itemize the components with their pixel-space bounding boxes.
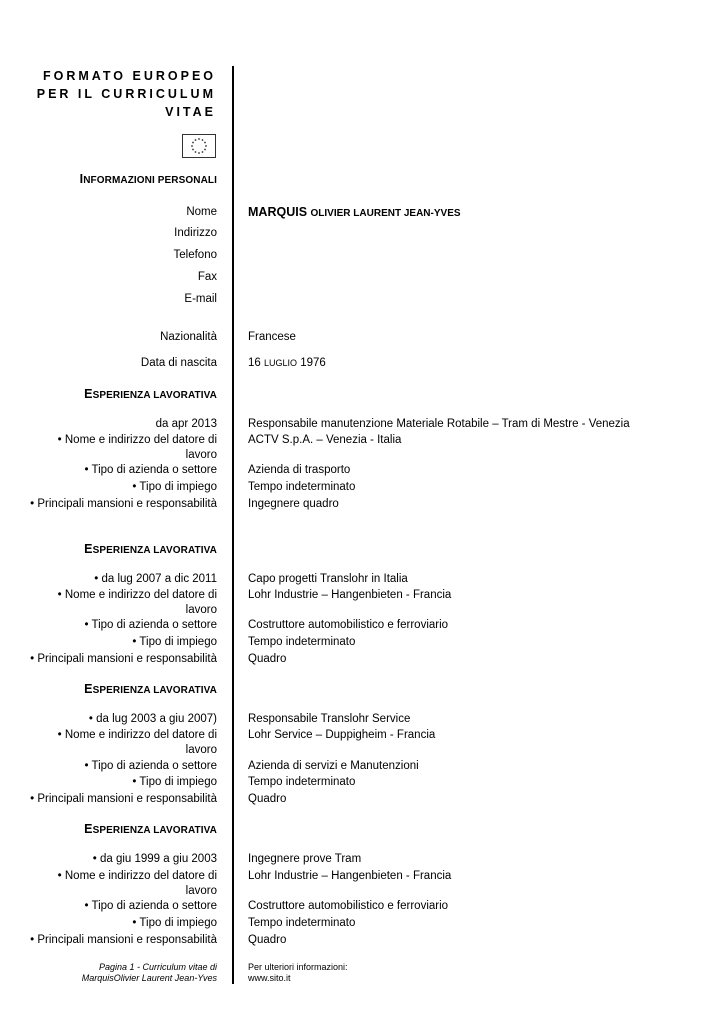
birth-date-label: Data di nascita	[140, 357, 217, 369]
duties-label: • Principali mansioni e responsabilità	[30, 653, 217, 665]
period-label: • da lug 2003 a giu 2007)	[88, 713, 217, 725]
birth-date-value: 16 LUGLIO 1976	[248, 357, 326, 369]
section-work-experience: ESPERIENZA LAVORATIVA	[84, 682, 217, 696]
footer-more-info: Per ulteriori informazioni: www.sito.it	[248, 962, 348, 983]
employment-type-label: • Tipo di impiego	[132, 776, 217, 788]
sector-label: • Tipo di azienda o settore	[84, 900, 217, 912]
section-work-experience: ESPERIENZA LAVORATIVA	[84, 822, 217, 836]
sector-value: Azienda di trasporto	[248, 464, 351, 476]
employer-label-cont: lavoro	[185, 604, 217, 616]
employment-type-value: Tempo indeterminato	[248, 481, 356, 493]
employer-label-cont: lavoro	[185, 449, 217, 461]
employer-label: • Nome e indirizzo del datore di	[57, 434, 217, 446]
employer-value: Lohr Industrie – Hangenbieten - Francia	[248, 870, 452, 882]
footer-page-info: Pagina 1 - Curriculum vitae di MarquisOlivier Laurent Jean-Yves	[81, 962, 217, 983]
employment-type-value: Tempo indeterminato	[248, 636, 356, 648]
employment-type-label: • Tipo di impiego	[132, 917, 217, 929]
sector-value: Costruttore automobilistico e ferroviario	[248, 900, 449, 912]
phone-label: Telefono	[173, 249, 217, 261]
employer-label-cont: lavoro	[185, 885, 217, 897]
employment-type-value: Tempo indeterminato	[248, 917, 356, 929]
employment-type-label: • Tipo di impiego	[132, 481, 217, 493]
duties-label: • Principali mansioni e responsabilità	[30, 498, 217, 510]
sector-label: • Tipo di azienda o settore	[84, 464, 217, 476]
name-value: MARQUIS OLIVIER LAURENT JEAN-YVES	[248, 205, 461, 219]
employer-label: • Nome e indirizzo del datore di	[57, 589, 217, 601]
footer-website-link[interactable]: www.sito.it	[248, 973, 291, 983]
period-label: da apr 2013	[155, 418, 217, 430]
period-value: Responsabile manutenzione Materiale Rotabile – Tram di Mestre - Venezia	[248, 418, 630, 430]
duties-label: • Principali mansioni e responsabilità	[30, 934, 217, 946]
vertical-divider	[232, 66, 234, 984]
period-value: Ingegnere prove Tram	[248, 853, 362, 865]
sector-value: Costruttore automobilistico e ferroviario	[248, 619, 449, 631]
employment-type-value: Tempo indeterminato	[248, 776, 356, 788]
address-label: Indirizzo	[174, 227, 217, 239]
sector-label: • Tipo di azienda o settore	[84, 619, 217, 631]
nationality-label: Nazionalità	[160, 331, 217, 343]
period-value: Responsabile Translohr Service	[248, 713, 411, 725]
eu-flag-icon	[182, 134, 216, 158]
period-label: • da lug 2007 a dic 2011	[94, 573, 217, 585]
fax-label: Fax	[197, 271, 217, 283]
cv-title-line1: FORMATO EUROPEO	[42, 69, 216, 83]
period-label: • da giu 1999 a giu 2003	[92, 853, 217, 865]
employer-label: • Nome e indirizzo del datore di	[57, 729, 217, 741]
employer-value: Lohr Industrie – Hangenbieten - Francia	[248, 589, 452, 601]
email-label: E-mail	[184, 293, 217, 305]
section-work-experience: ESPERIENZA LAVORATIVA	[84, 387, 217, 401]
duties-value: Ingegnere quadro	[248, 498, 339, 510]
cv-title-line3: VITAE	[165, 105, 216, 119]
employment-type-label: • Tipo di impiego	[132, 636, 217, 648]
sector-value: Azienda di servizi e Manutenzioni	[248, 760, 419, 772]
employer-label: • Nome e indirizzo del datore di	[57, 870, 217, 882]
section-personal-info: INFORMAZIONI PERSONALI	[79, 172, 217, 186]
duties-label: • Principali mansioni e responsabilità	[30, 793, 217, 805]
duties-value: Quadro	[248, 653, 287, 665]
employer-label-cont: lavoro	[185, 744, 217, 756]
period-value: Capo progetti Translohr in Italia	[248, 573, 408, 585]
section-work-experience: ESPERIENZA LAVORATIVA	[84, 542, 217, 556]
cv-title-line2: PER IL CURRICULUM	[36, 87, 216, 101]
nationality-value: Francese	[248, 331, 296, 343]
sector-label: • Tipo di azienda o settore	[84, 760, 217, 772]
employer-value: ACTV S.p.A. – Venezia - Italia	[248, 434, 402, 446]
duties-value: Quadro	[248, 934, 287, 946]
name-label: Nome	[186, 206, 217, 218]
employer-value: Lohr Service – Duppigheim - Francia	[248, 729, 436, 741]
duties-value: Quadro	[248, 793, 287, 805]
